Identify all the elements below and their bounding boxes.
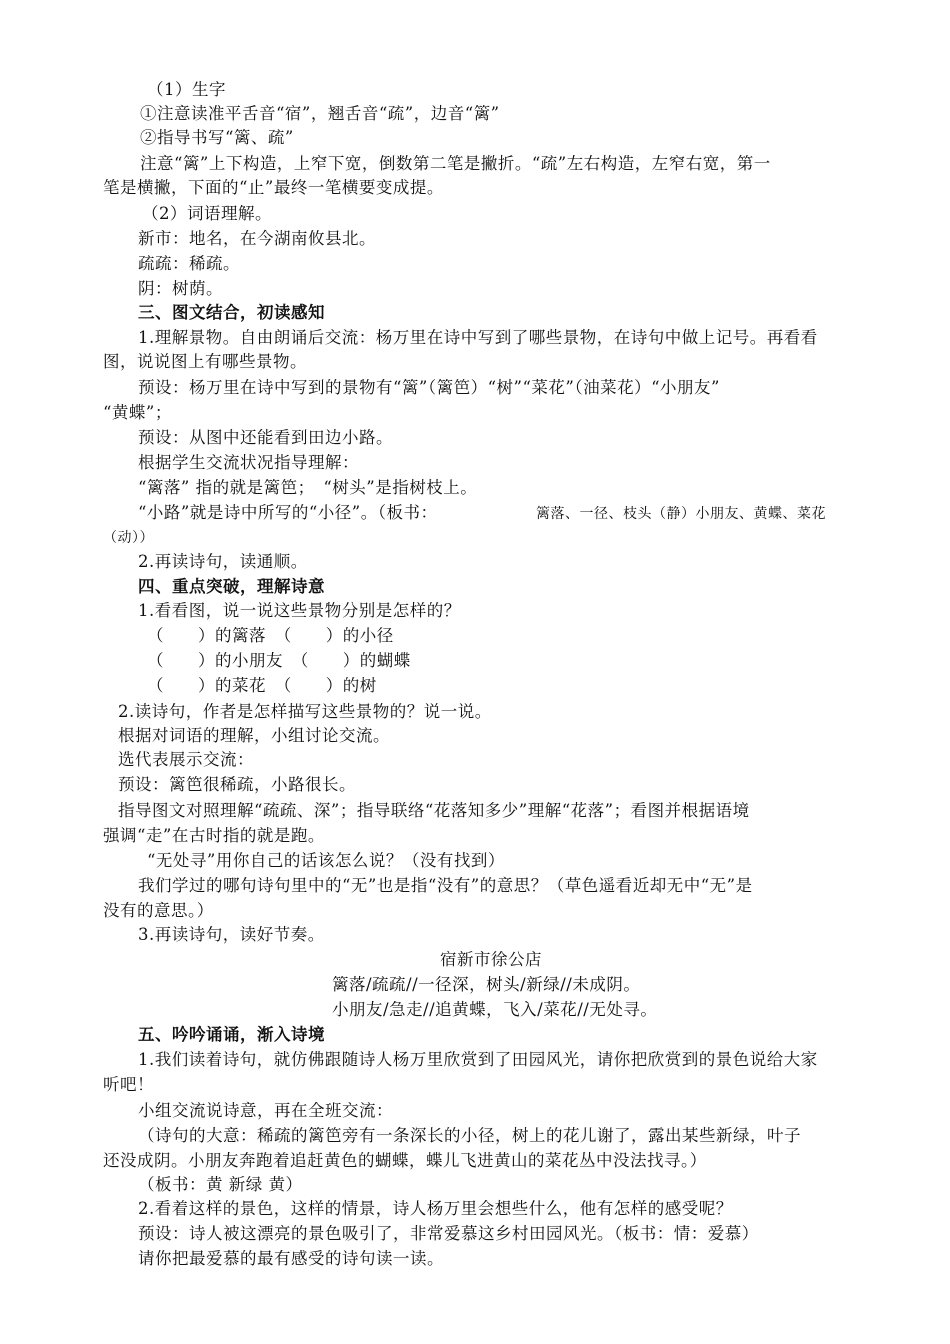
section-heading: 四、重点突破，理解诗意	[138, 577, 325, 596]
poem-title: 宿新市徐公店	[440, 950, 542, 969]
text-line: （诗句的大意：稀疏的篱笆旁有一条深长的小径，树上的花儿谢了，露出某些新绿，叶子	[138, 1126, 801, 1145]
text-line: 注意“篱”上下构造，上窄下宽，倒数第二笔是撇折。“疏”左右构造，左窄右宽，第一	[140, 154, 771, 173]
text-line: 预设：篱笆很稀疏，小路很长。	[118, 775, 356, 794]
text-line: 选代表展示交流：	[118, 750, 254, 769]
section-heading: 三、图文结合，初读感知	[138, 303, 325, 322]
text-line: “小路”就是诗中所写的“小径”。（板书：	[138, 503, 438, 522]
text-line: 疏疏：稀疏。	[138, 254, 240, 273]
text-line: （板书：黄 新绿 黄）	[138, 1175, 303, 1194]
text-line: ②指导书写“篱、疏”	[140, 128, 294, 147]
text-line: （ ）的篱落 （ ）的小径	[147, 626, 394, 645]
text-line: 还没成阴。小朋友奔跑着追赶黄色的蝴蝶，蝶儿飞进黄山的菜花丛中没法找寻。）	[103, 1151, 707, 1170]
text-line: 2.读诗句，作者是怎样描写这些景物的？说一说。	[118, 702, 492, 721]
text-line: 阴：树荫。	[138, 279, 223, 298]
text-line: 请你把最爱慕的最有感受的诗句读一读。	[138, 1249, 444, 1268]
text-line: （2）词语理解。	[142, 204, 272, 223]
text-line: 1.理解景物。自由朗诵后交流：杨万里在诗中写到了哪些景物，在诗句中做上记号。再看看	[138, 328, 818, 347]
section-heading: 五、吟吟诵诵，渐入诗境	[138, 1025, 325, 1044]
text-line: 预设：诗人被这漂亮的景色吸引了，非常爱慕这乡村田园风光。（板书：情：爱慕）	[138, 1224, 759, 1243]
text-line: 2.看着这样的景色，这样的情景，诗人杨万里会想些什么，他有怎样的感受呢？	[138, 1199, 733, 1218]
text-line: “篱落” 指的就是篱笆； “树头”是指树枝上。	[138, 478, 478, 497]
text-line: （1）生字	[147, 80, 226, 99]
text-line: 预设：从图中还能看到田边小路。	[138, 428, 393, 447]
text-line: 听吧！	[103, 1075, 154, 1094]
poem-line: 篱落/疏疏//一径深，树头/新绿//未成阴。	[332, 975, 641, 994]
text-line: 3.再读诗句，读好节奏。	[138, 925, 325, 944]
text-line: 我们学过的哪句诗句里中的“无”也是指“没有”的意思？（草色遥看近却无中“无”是	[138, 876, 753, 895]
board-note: （动））	[103, 530, 154, 546]
text-line: （ ）的菜花 （ ）的树	[147, 676, 377, 695]
text-line: 指导图文对照理解“疏疏、深”；指导联络“花落知多少”理解“花落”；看图并根据语境	[118, 801, 750, 820]
text-line: “无处寻”用你自己的话该怎么说？（没有找到）	[147, 851, 505, 870]
text-line: 预设：杨万里在诗中写到的景物有“篱”（篱笆）“树”“菜花”（油菜花）“小朋友”	[138, 378, 720, 397]
text-line: ①注意读准平舌音“宿”，翘舌音“疏”，边音“篱”	[140, 104, 500, 123]
text-line: 根据学生交流状况指导理解：	[138, 453, 359, 472]
text-line: 根据对词语的理解，小组讨论交流。	[118, 726, 390, 745]
poem-line: 小朋友/急走//追黄蝶，飞入/菜花//无处寻。	[332, 1000, 658, 1019]
text-line: 2.再读诗句，读通顺。	[138, 552, 308, 571]
text-line: 没有的意思。）	[103, 901, 214, 920]
text-line: 图，说说图上有哪些景物。	[103, 352, 307, 371]
text-line: 新市：地名，在今湖南攸县北。	[138, 229, 376, 248]
text-line: 强调“走”在古时指的就是跑。	[103, 826, 325, 845]
text-line: “黄蝶”；	[103, 403, 172, 422]
text-line: 1.我们读着诗句，就仿佛跟随诗人杨万里欣赏到了田园风光，请你把欣赏到的景色说给大家	[138, 1050, 818, 1069]
text-line: 1.看看图，说一说这些景物分别是怎样的？	[138, 601, 461, 620]
text-line: （ ）的小朋友 （ ）的蝴蝶	[147, 651, 411, 670]
text-line: 小组交流说诗意，再在全班交流：	[138, 1101, 393, 1120]
text-line: 笔是横撇，下面的“止”最终一笔横要变成提。	[103, 178, 444, 197]
board-note: 篱落、一径、枝头（静）小朋友、黄蝶、菜花	[536, 506, 826, 522]
